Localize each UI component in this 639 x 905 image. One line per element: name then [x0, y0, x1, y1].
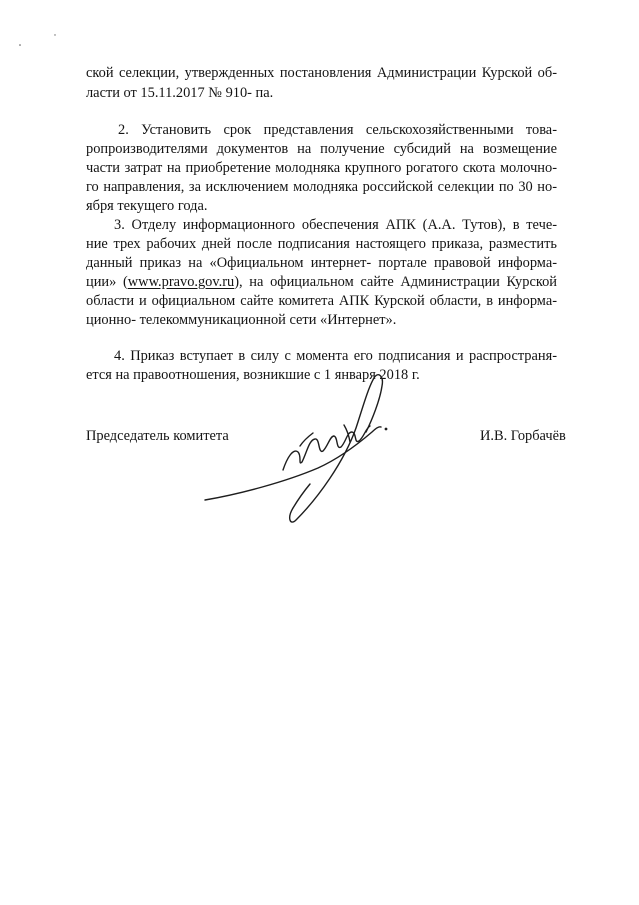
paragraph-line: ропроизводителями документов на получение субсидий на возмещение — [86, 141, 557, 157]
signature-stroke-accent — [300, 425, 350, 446]
line-text: ), на официальном сайте Администрации Курской — [234, 274, 557, 290]
paragraph-line: ние трех рабочих дней после подписания настоящего приказа, разместить — [86, 236, 557, 252]
paragraph-line: 3. Отделу информационного обеспечения АПК (А.А. Тутов), в тече- — [114, 217, 557, 233]
signature-stroke-letters — [283, 426, 370, 470]
scan-speck — [19, 44, 21, 46]
paragraph-line: ционно- телекоммуникационной сети «Интернет». — [86, 312, 397, 328]
signature-stroke-loop — [290, 375, 383, 522]
signature-dot — [385, 428, 388, 431]
paragraph-line: части затрат на приобретение молодняка крупного рогатого скота молочно- — [86, 160, 557, 176]
paragraph-line — [86, 273, 557, 292]
paragraph-line: го направления, за исключением молодняка российской селекции по 30 но- — [86, 179, 557, 195]
paragraph-line: области и официальном сайте комитета АПК Курской области, в информа- — [86, 293, 557, 309]
website-link: www.pravo.gov.ru — [127, 274, 235, 290]
scan-speck — [54, 34, 55, 35]
paragraph-line: данный приказ на «Официальном интернет- портале правовой информа- — [86, 255, 557, 271]
line-text: ции» ( — [86, 274, 128, 290]
paragraph-line: 4. Приказ вступает в силу с момента его подписания и распространя- — [114, 348, 557, 364]
paragraph-line: ется на правоотношения, возникшие с 1 января 2018 г. — [86, 367, 420, 383]
signatory-name: И.В. Горбачёв — [480, 428, 566, 444]
paragraph-line: ской селекции, утвержденных постановления Администрации Курской об- — [86, 65, 557, 81]
paragraph-line: 2. Установить срок представления сельскохозяйственными това- — [118, 122, 557, 138]
signatory-position: Председатель комитета — [86, 428, 229, 444]
paragraph-line: ября текущего года. — [86, 198, 208, 214]
paragraph-line: ласти от 15.11.2017 № 910- па. — [86, 85, 274, 101]
signature-stroke-tail — [205, 427, 381, 500]
